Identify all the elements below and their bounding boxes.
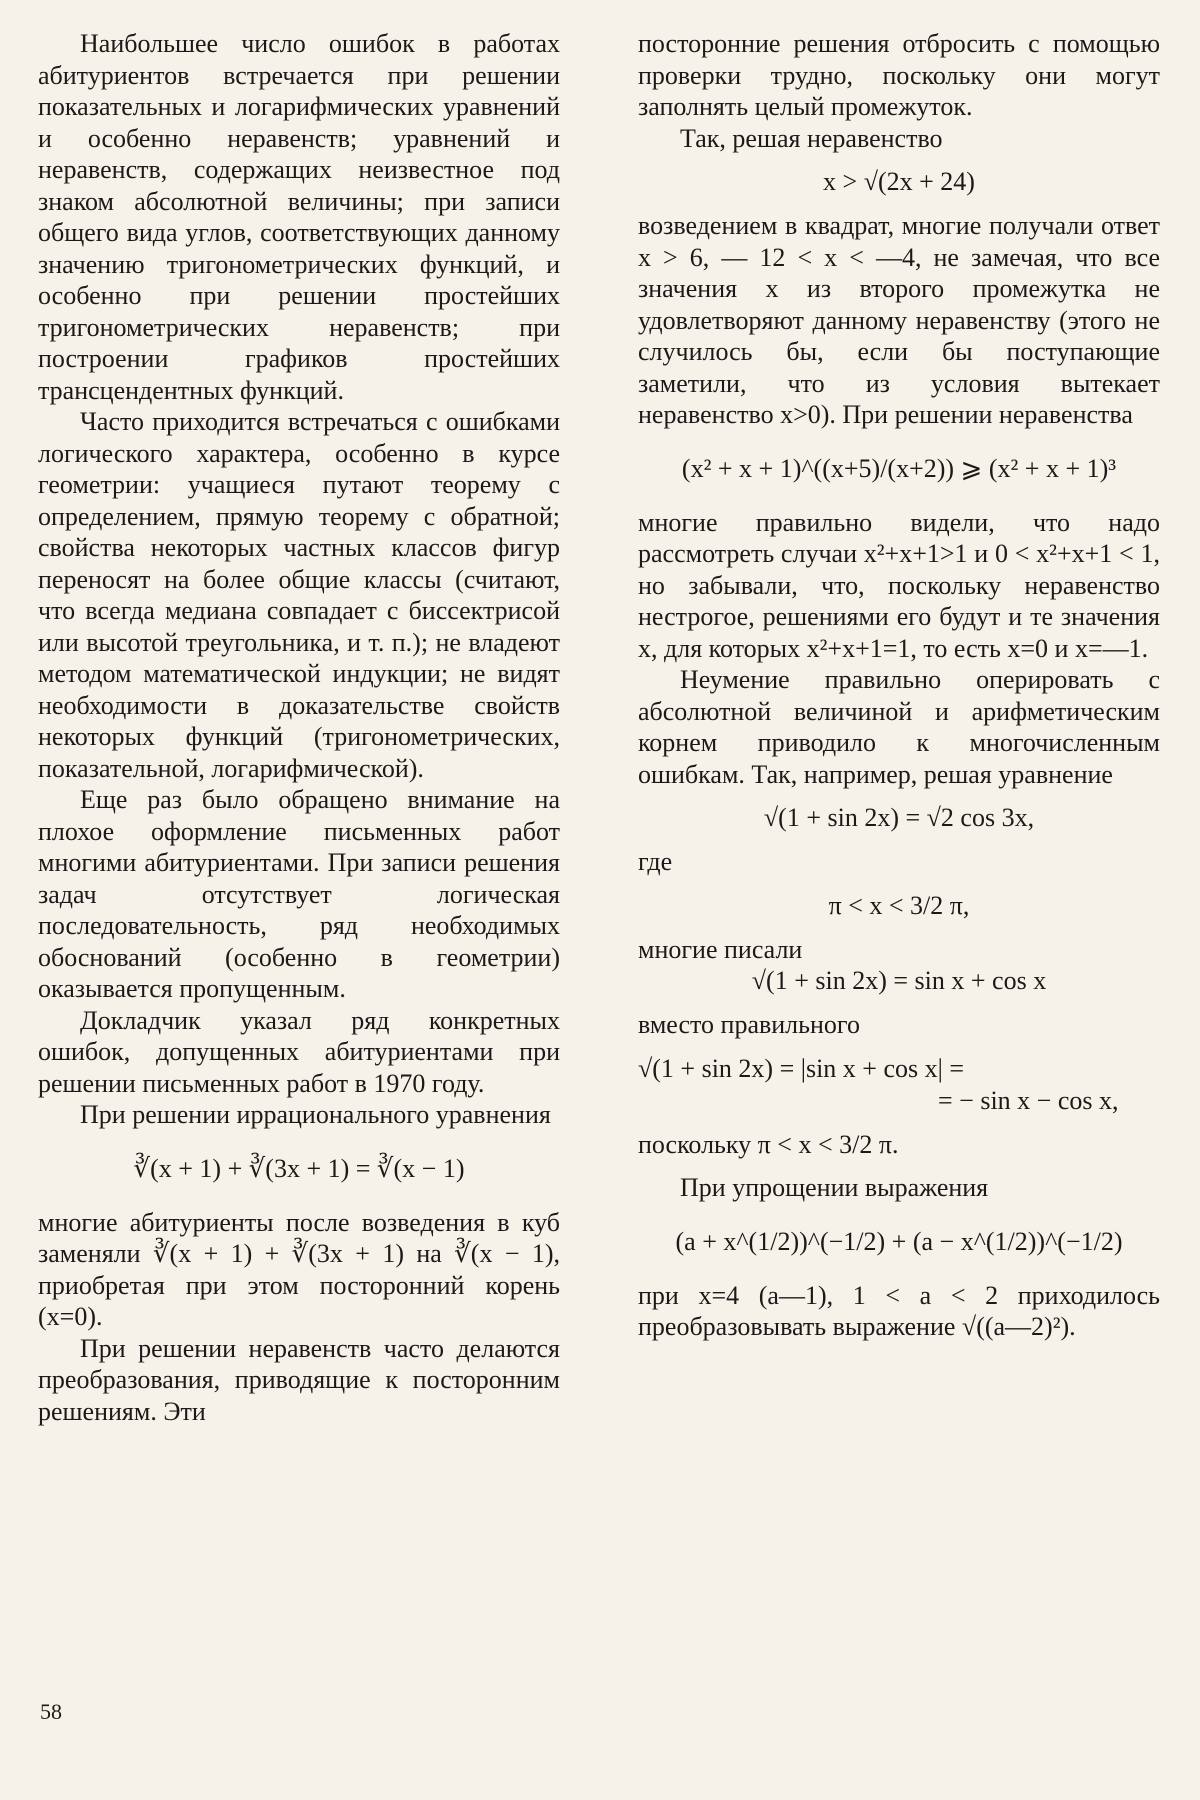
inline-formula: ∛(x + 1) + ∛(3x + 1) (152, 1239, 404, 1268)
left-column (38, 28, 560, 1427)
paragraph: многие писали (638, 934, 803, 964)
paragraph: Так, решая неравенство (680, 123, 943, 153)
paragraph: Докладчик указал ряд конкретных ошибок, допущенных абитуриентами при решении письменных работ в 1970 году. (38, 1005, 560, 1098)
paragraph: при x=4 (a—1), 1 < a < 2 приходилось преобразовывать выражение √((a—2)²). (638, 1280, 1160, 1341)
formula-cube-root-equation: ∛(x + 1) + ∛(3x + 1) = ∛(x − 1) (133, 1153, 465, 1183)
formula-wrong: √(1 + sin 2x) = sin x + cos x (751, 966, 1047, 995)
inline-formula: ∛(x − 1) (454, 1239, 554, 1268)
paragraph: где (638, 847, 673, 876)
formula-expression: (a + x^(1/2))^(−1/2) + (a − x^(1/2))^(−1/2) (675, 1226, 1123, 1256)
paragraph: Еще раз было обращено внимание на плохое оформление письменных работ многими абитуриентами. При записи решения задач отсутствует логическая последовательность, ряд необходимых обоснований (особенно в геометрии) оказывается пропущенным. (38, 785, 560, 1003)
formula-exponential-inequality: (x² + x + 1)^((x+5)/(x+2)) ⩾ (x² + x + 1)³ (681, 453, 1117, 483)
formula-correct-line1: √(1 + sin 2x) = |sin x + cos x| = (638, 1053, 964, 1083)
paragraph: Неумение правильно оперировать с абсолютной величиной и арифметическим корнем приводило к многочисленным ошибкам. Так, например, решая уравнение (638, 665, 1160, 789)
paragraph: При решении неравенств часто делаются преобразования, приводящие к посторонним решениям. Эти (38, 1333, 560, 1426)
right-column (638, 28, 1160, 1343)
text-run: на (416, 1239, 442, 1268)
paragraph: При упрощении выражения (680, 1173, 989, 1202)
paragraph: многие правильно видели, что надо рассмотреть случаи x²+x+1>1 и 0 < x²+x+1 < 1, но забывали, что, поскольку неравенство нестрогое, решениями его будут и те значения x, для которых x²+x+1=1, то есть x=0 и x=—1. (638, 507, 1160, 663)
page-number: 58 (40, 1699, 62, 1724)
paragraph: возведением в квадрат, многие получали ответ x > 6, — 12 < x < —4, не замечая, что все значения x из второго промежутка не удовлетворяют данному неравенству (этого не случилось бы, если бы поступающие заметили, что из условия вытекает неравенство x>0). При решении неравенства (638, 211, 1160, 429)
paragraph: посторонние решения отбросить с помощью проверки трудно, поскольку они могут заполнять целый промежуток. (638, 29, 1160, 121)
paragraph: Наибольшее число ошибок в работах абитуриентов встречается при решении показательных и логарифмических уравнений и особенно неравенств; уравнений и неравенств, содержащих неизвестное под знаком абсолютной величины; при записи общего вида углов, соответствующих данному значению тригонометрических функций, и особенно при решении простейших тригонометрических неравенств; при построении графиков простейших трансцендентных функций. (38, 29, 560, 405)
paragraph (38, 1207, 560, 1333)
paragraph: Часто приходится встречаться с ошибками логического характера, особенно в курсе геометрии: учащиеся путают теорему с определением, прямую теорему с обратной; свойства некоторых частных классов фигур переносят на более общие классы (считают, что всегда медиана совпадает с биссектрисой или высотой треугольника, и т. п.); не владеют методом математической индукции; не видят необходимости в доказательстве свойств некоторых функций (тригонометрических, показательной, логарифмической). (38, 407, 560, 783)
formula-correct-line2: = − sin x − cos x, (938, 1085, 1119, 1115)
text-run: , приобретая при этом посторонний корень (x=0). (38, 1239, 561, 1331)
formula-inequality: x > √(2x + 24) (823, 167, 975, 196)
text-run: многие абитуриенты после возведения в куб заменяли (38, 1207, 560, 1268)
paragraph: поскольку π < x < 3/2 π. (638, 1129, 899, 1159)
formula-interval: π < x < 3/2 π, (828, 890, 970, 920)
paragraph: При решении иррационального уравнения (80, 1100, 551, 1129)
formula-trig-equation: √(1 + sin 2x) = √2 cos 3x, (763, 803, 1035, 832)
paragraph: вместо правильного (638, 1010, 860, 1039)
